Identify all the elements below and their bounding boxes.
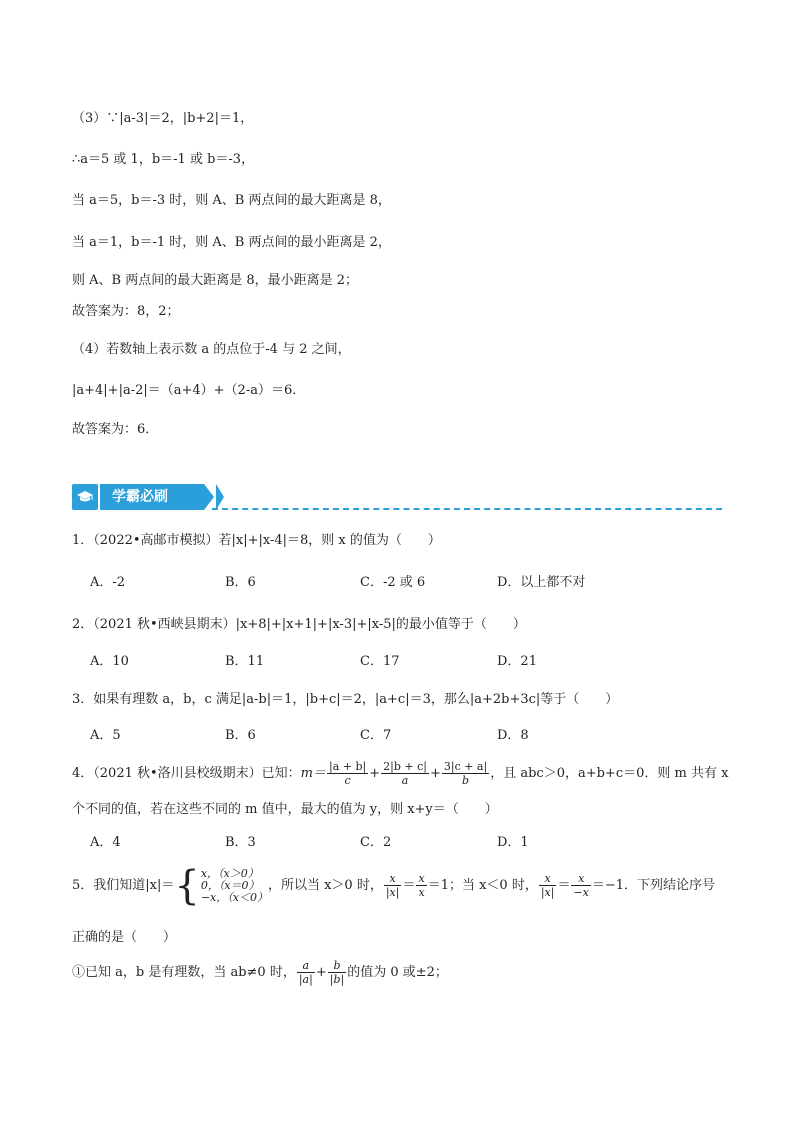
option-b[interactable]: B．6 xyxy=(225,728,256,743)
q5-item1-fraction-b xyxy=(328,959,346,986)
q4-plus-1: + xyxy=(369,766,381,781)
q5-fraction-d xyxy=(571,872,590,899)
q5-fb-den: x xyxy=(418,886,425,899)
question-4-options xyxy=(90,834,650,852)
q5-fraction-c xyxy=(539,872,557,899)
q5-i-fa-num: a xyxy=(297,959,315,973)
q5-i-fa-den: |a| xyxy=(298,973,313,986)
q4-f2-num: 2|b + c| xyxy=(383,760,427,773)
q5-case-1: x，（x＞0） xyxy=(200,866,259,880)
option-d[interactable]: D．1 xyxy=(497,835,529,850)
dashed-divider xyxy=(212,508,722,510)
q4-prefix: 4．（2021 秋•洛川县校级期末）已知： xyxy=(72,766,301,781)
q5-item1-plus: + xyxy=(315,965,327,980)
option-a[interactable]: A．5 xyxy=(90,728,121,743)
q5-mid-2: ＝1；当 x＜0 时， xyxy=(427,878,538,893)
option-d[interactable]: D．21 xyxy=(497,654,537,669)
q5-case-3: −x，（x＜0） xyxy=(200,890,268,904)
chevron-right-icon xyxy=(204,484,214,510)
q5-fd-num: x xyxy=(571,872,590,886)
q5-eq-2: ＝ xyxy=(557,878,571,893)
option-c[interactable]: C．2 xyxy=(360,835,392,850)
solution-line-6: 故答案为：8，2； xyxy=(72,304,180,319)
q5-i-fb-num: b xyxy=(328,959,346,973)
q5-fc-den: |x| xyxy=(540,886,555,899)
option-a[interactable]: A．4 xyxy=(90,835,121,850)
q5-brace: { xyxy=(174,862,200,909)
q5-fc-num: x xyxy=(539,872,557,886)
option-c[interactable]: C．17 xyxy=(360,654,400,669)
solution-line-9: 故答案为：6． xyxy=(72,422,159,437)
question-1-options xyxy=(90,574,650,592)
section-banner xyxy=(72,484,722,510)
question-4-stem xyxy=(72,760,728,788)
q5-fb-num: x xyxy=(418,872,425,885)
q5-eq-1: ＝ xyxy=(402,878,416,893)
q4-m-eq: m＝ xyxy=(300,766,326,781)
solution-line-8: |a+4|+|a-2|＝（a+4）+（2-a）＝6． xyxy=(72,383,306,398)
q5-fraction-b xyxy=(416,872,426,899)
q4-fraction-3 xyxy=(442,760,489,787)
question-5-line-2: 正确的是（ ） xyxy=(72,930,177,945)
q5-end-1: ＝−1．下列结论序号 xyxy=(591,878,716,893)
q5-fd-den: −x xyxy=(573,886,589,899)
q4-f3-den: b xyxy=(462,774,470,787)
question-4-line-2: 个不同的值，若在这些不同的 m 值中，最大的值为 y，则 x+y＝（ ） xyxy=(72,802,498,817)
option-a[interactable]: A．10 xyxy=(90,654,129,669)
solution-line-4: 当 a＝1，b＝-1 时，则 A、B 两点间的最小距离是 2， xyxy=(72,235,391,250)
option-b[interactable]: B．11 xyxy=(225,654,265,669)
q5-item1-fraction-a xyxy=(297,959,315,986)
q5-fa-den: |x| xyxy=(385,886,400,899)
option-c[interactable]: C．7 xyxy=(360,728,392,743)
option-a[interactable]: A．-2 xyxy=(90,575,126,590)
q5-item1-suffix: 的值为 0 或±2； xyxy=(347,965,448,980)
q4-plus-2: + xyxy=(429,766,441,781)
section-title: 学霸必刷 xyxy=(100,484,204,510)
q4-suffix: ，且 abc＞0，a+b+c＝0．则 m 共有 x xyxy=(490,766,729,781)
q5-item1-prefix: ①已知 a，b 是有理数，当 ab≠0 时， xyxy=(72,965,296,980)
option-d[interactable]: D．以上都不对 xyxy=(497,575,586,590)
q4-f2-den: a xyxy=(401,774,409,787)
question-3-options xyxy=(90,727,650,745)
question-2-stem: 2．（2021 秋•西峡县期末）|x+8|+|x+1|+|x-3|+|x-5|的最小值等于（ ） xyxy=(72,617,526,632)
solution-line-2: ∴a＝5 或 1，b＝-1 或 b＝-3， xyxy=(72,152,255,167)
option-c[interactable]: C．-2 或 6 xyxy=(360,575,426,590)
q5-cases xyxy=(201,868,268,904)
q4-f1-den: c xyxy=(344,774,351,787)
option-b[interactable]: B．6 xyxy=(225,575,256,590)
solution-line-3: 当 a＝5，b＝-3 时，则 A、B 两点间的最大距离是 8， xyxy=(72,193,391,208)
q5-fraction-a xyxy=(384,872,402,899)
solution-line-7: （4）若数轴上表示数 a 的点位于-4 与 2 之间， xyxy=(72,342,351,357)
q4-f1-num: |a + b| xyxy=(328,760,367,773)
solution-line-1: （3）∵|a-3|＝2，|b+2|＝1， xyxy=(72,111,254,126)
question-5-stem xyxy=(72,864,715,908)
q5-mid-1: ，所以当 x＞0 时， xyxy=(267,878,383,893)
option-d[interactable]: D．8 xyxy=(497,728,529,743)
graduation-cap-icon xyxy=(72,484,98,510)
question-5-item-1 xyxy=(72,956,448,990)
q4-fraction-1 xyxy=(327,760,368,787)
chevron-right-icon xyxy=(216,484,224,510)
q5-prefix: 5．我们知道|x|＝ xyxy=(72,878,175,893)
question-2-options xyxy=(90,653,650,671)
question-3-stem: 3．如果有理数 a，b，c 满足|a-b|＝1，|b+c|＝2，|a+c|＝3，那么|a+2b+3c|等于（ ） xyxy=(72,692,619,707)
question-1-stem: 1．（2022•高邮市模拟）若|x|+|x-4|＝8，则 x 的值为（ ） xyxy=(72,533,441,548)
q5-fa-num: x xyxy=(384,872,402,886)
q4-f3-num: 3|c + a| xyxy=(443,760,488,773)
q4-fraction-2 xyxy=(381,760,429,787)
q5-case-2: 0，（x＝0） xyxy=(200,878,260,892)
q5-i-fb-den: |b| xyxy=(329,973,345,986)
option-b[interactable]: B．3 xyxy=(225,835,256,850)
solution-line-5: 则 A、B 两点间的最大距离是 8，最小距离是 2； xyxy=(72,273,359,288)
